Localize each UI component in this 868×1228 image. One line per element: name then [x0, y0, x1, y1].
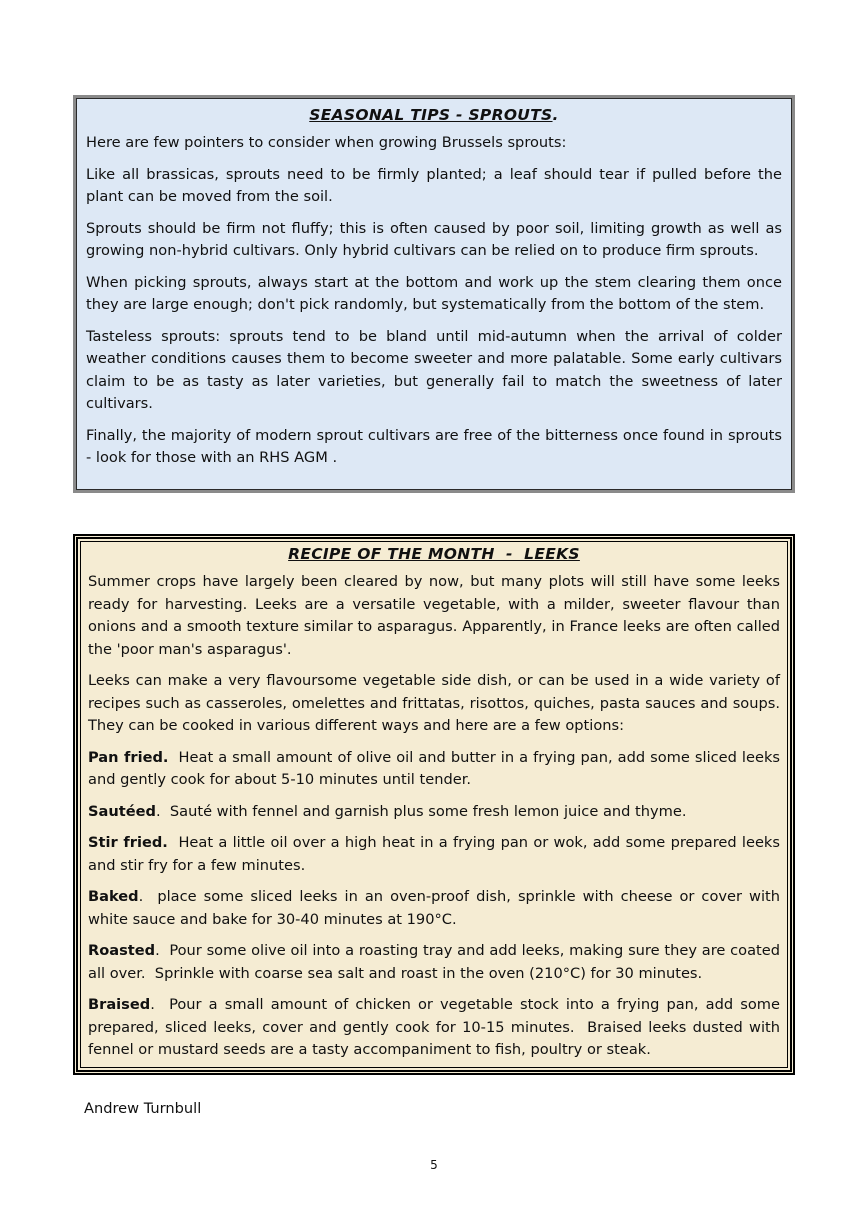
seasonal-tips-box: [73, 95, 795, 493]
method-name: Braised: [88, 996, 151, 1013]
recipe-method: Pan fried. Heat a small amount of olive oil and butter in a frying pan, add some sliced leeks and gently cook for about 5-10 minutes until tender.: [88, 748, 785, 788]
method-name: Stir fried.: [88, 834, 168, 851]
recipe-method: Roasted. Pour some olive oil into a roasting tray and add leeks, making sure they are coated all over. Sprinkle with coarse sea salt and roast in the oven (210°C) for 30 minutes.: [88, 942, 785, 982]
recipe-title: RECIPE OF THE MONTH - LEEKS: [288, 545, 580, 563]
method-name: Baked: [88, 888, 139, 905]
recipe-intro: Summer crops have largely been cleared by now, but many plots will still have some leeks ready for harvesting. Leeks are a versatile vegetable, with a milder, sweeter flavour than onions and a smooth texture similar to asparagus. Apparently, in France leeks are often called the 'poor man's asparagus'.: [88, 573, 780, 658]
recipe-method: Baked. place some sliced leeks in an oven-proof dish, sprinkle with cheese or cover with white sauce and bake for 30-40 minutes at 190°C.: [88, 888, 785, 928]
method-name: Roasted: [88, 942, 156, 959]
sprouts-paragraph: Sprouts should be firm not fluffy; this is often caused by poor soil, limiting growth as well as growing non-hybrid cultivars. Only hybrid cultivars can be relied on to produce firm sprouts.: [86, 219, 782, 259]
sprouts-paragraph: Like all brassicas, sprouts need to be firmly planted; a leaf should tear if pulled before the plant can be moved from the soil.: [86, 165, 782, 205]
sprouts-paragraph: When picking sprouts, always start at the bottom and work up the stem clearing them once they are large enough; don't pick randomly, but systematically from the bottom of the stem.: [86, 273, 782, 313]
recipe-method: Braised. Pour a small amount of chicken or vegetable stock into a frying pan, add some prepared, sliced leeks, cover and gently cook for 10-15 minutes. Braised leeks dusted with fennel or mustard seeds are a tasty accompaniment to fish, poultry or steak.: [88, 996, 785, 1058]
sprouts-paragraph: Here are few pointers to consider when growing Brussels sprouts:: [86, 134, 567, 151]
recipe-intro: Leeks can make a very flavoursome vegetable side dish, or can be used in a wide variety of recipes such as casseroles, omelettes and frittatas, risottos, quiches, pasta sauces and soups. They can be cooked in various different ways and here are a few options:: [88, 672, 780, 734]
method-name: Sautéed: [88, 802, 156, 820]
recipe-box: [73, 534, 795, 1075]
sprouts-paragraph: Tasteless sprouts: sprouts tend to be bland until mid-autumn when the arrival of colder weather conditions causes them to become sweeter and more palatable. Some early cultivars claim to be as tasty as later varieties, but generally fail to match the sweetness of later cultivars.: [86, 327, 782, 412]
recipe-method: Sautéed. Sauté with fennel and garnish plus some fresh lemon juice and thyme.: [88, 802, 687, 820]
author-name: Andrew Turnbull: [84, 1100, 202, 1117]
sprouts-paragraph: Finally, the majority of modern sprout cultivars are free of the bitterness once found in sprouts - look for those with an RHS AGM .: [86, 426, 782, 466]
seasonal-tips-title: SEASONAL TIPS - SPROUTS.: [309, 106, 559, 124]
method-name: Pan fried.: [88, 748, 169, 766]
page-number: 5: [430, 1158, 438, 1172]
recipe-method: Stir fried. Heat a little oil over a high heat in a frying pan or wok, add some prepared leeks and stir fry for a few minutes.: [88, 834, 785, 874]
